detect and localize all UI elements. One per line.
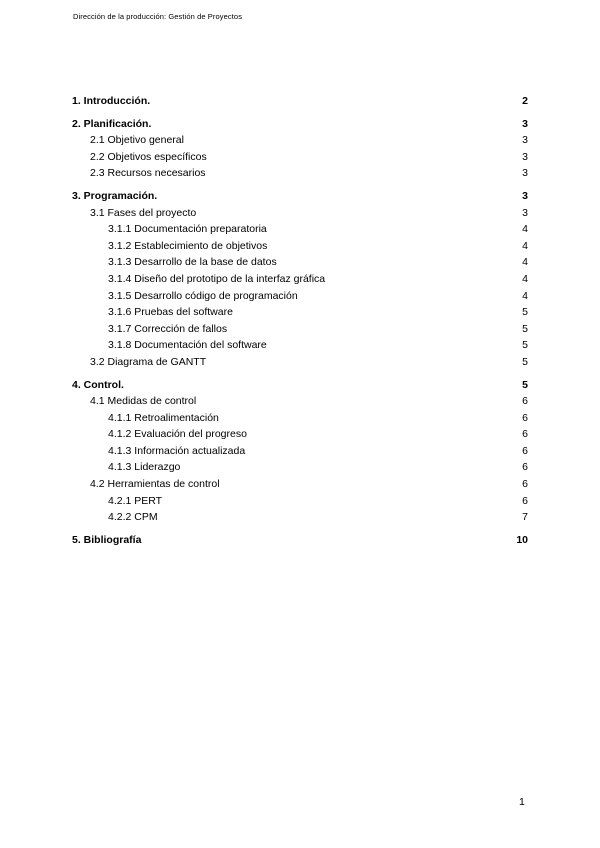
toc-entry-page: 6 bbox=[522, 478, 528, 491]
toc-entry-page: 5 bbox=[522, 306, 528, 319]
toc-entry[interactable] bbox=[72, 321, 528, 338]
toc-entry-page: 4 bbox=[522, 256, 528, 269]
page-number: 1 bbox=[519, 796, 525, 808]
toc-entry[interactable] bbox=[72, 377, 528, 394]
toc-entry-page: 10 bbox=[516, 533, 528, 546]
toc-entry-page: 3 bbox=[522, 117, 528, 130]
toc-entry-page: 5 bbox=[522, 355, 528, 368]
toc-entry-page: 5 bbox=[522, 378, 528, 391]
toc-entry-label: 3. Programación. bbox=[72, 189, 158, 202]
toc-entry-page: 4 bbox=[522, 223, 528, 236]
toc-entry-label: 2.2 Objetivos específicos bbox=[90, 150, 207, 163]
toc-entry[interactable] bbox=[72, 238, 528, 255]
toc-entry-label: 4.1.3 Información actualizada bbox=[108, 444, 246, 457]
toc-entry-label: 3.1.7 Corrección de fallos bbox=[108, 322, 228, 335]
toc-entry-label: 4.1 Medidas de control bbox=[90, 395, 197, 408]
toc-entry[interactable] bbox=[72, 426, 528, 443]
toc-entry-page: 2 bbox=[522, 95, 528, 107]
toc-entry[interactable] bbox=[72, 116, 528, 133]
toc-entry-label: 3.1 Fases del proyecto bbox=[90, 206, 197, 219]
toc-entry-page: 5 bbox=[522, 322, 528, 335]
toc-entry[interactable] bbox=[72, 271, 528, 288]
toc-entry-label: 2.1 Objetivo general bbox=[90, 134, 184, 147]
toc-entry[interactable] bbox=[72, 254, 528, 271]
toc-entry-page: 4 bbox=[522, 289, 528, 302]
toc-entry-label: 3.2 Diagrama de GANTT bbox=[90, 355, 207, 368]
toc-entry-label: 1. Introducción. bbox=[72, 95, 151, 107]
toc-entry-label: 5. Bibliografía bbox=[72, 533, 142, 546]
toc-entry[interactable] bbox=[72, 476, 528, 493]
toc-entry-label: 2. Planificación. bbox=[72, 117, 152, 130]
toc-entry-page: 3 bbox=[522, 150, 528, 163]
toc-entry[interactable] bbox=[72, 304, 528, 321]
toc-entry-label: 4.1.3 Liderazgo bbox=[108, 461, 181, 474]
toc-entry-label: 4.2.2 CPM bbox=[108, 511, 158, 524]
toc-entry[interactable] bbox=[72, 509, 528, 526]
toc-entry[interactable] bbox=[72, 493, 528, 510]
toc-entry-page: 6 bbox=[522, 428, 528, 441]
toc-entry[interactable] bbox=[72, 532, 528, 549]
toc-entry[interactable] bbox=[72, 149, 528, 166]
toc-entry[interactable] bbox=[72, 165, 528, 182]
running-header: Dirección de la producción: Gestión de Proyectos bbox=[73, 12, 243, 21]
table-of-contents bbox=[72, 93, 528, 548]
toc-entry[interactable] bbox=[72, 132, 528, 149]
toc-entry[interactable] bbox=[72, 337, 528, 354]
toc-entry-label: 4.2 Herramientas de control bbox=[90, 478, 220, 491]
toc-entry-label: 3.1.5 Desarrollo código de programación bbox=[108, 289, 298, 302]
toc-entry-page: 3 bbox=[522, 189, 528, 202]
toc-entry-label: 3.1.2 Establecimiento de objetivos bbox=[108, 239, 268, 252]
toc-entry[interactable] bbox=[72, 205, 528, 222]
toc-entry[interactable] bbox=[72, 221, 528, 238]
toc-entry-page: 6 bbox=[522, 494, 528, 507]
toc-entry-label: 4.2.1 PERT bbox=[108, 494, 163, 507]
toc-entry[interactable] bbox=[72, 410, 528, 427]
toc-entry-page: 6 bbox=[522, 411, 528, 424]
toc-entry[interactable] bbox=[72, 288, 528, 305]
toc-entry-page: 4 bbox=[522, 272, 528, 285]
toc-entry[interactable] bbox=[72, 354, 528, 371]
toc-entry-label: 2.3 Recursos necesarios bbox=[90, 167, 206, 180]
toc-entry-label: 3.1.4 Diseño del prototipo de la interfaz gráfica bbox=[108, 272, 326, 285]
toc-entry-label: 3.1.6 Pruebas del software bbox=[108, 306, 233, 319]
toc-entry-page: 3 bbox=[522, 206, 528, 219]
toc-entry-page: 3 bbox=[522, 167, 528, 180]
toc-entry[interactable] bbox=[72, 188, 528, 205]
toc-entry-page: 6 bbox=[522, 444, 528, 457]
toc-entry-label: 3.1.3 Desarrollo de la base de datos bbox=[108, 256, 277, 269]
toc-entry[interactable] bbox=[72, 443, 528, 460]
toc-entry-label: 4. Control. bbox=[72, 378, 124, 391]
toc-entry-page: 6 bbox=[522, 461, 528, 474]
toc-entry-label: 3.1.1 Documentación preparatoria bbox=[108, 223, 267, 236]
toc-entry-label: 4.1.1 Retroalimentación bbox=[108, 411, 219, 424]
toc-entry-page: 3 bbox=[522, 134, 528, 147]
toc-entry-label: 3.1.8 Documentación del software bbox=[108, 339, 267, 352]
toc-entry[interactable] bbox=[72, 393, 528, 410]
toc-entry-page: 6 bbox=[522, 395, 528, 408]
toc-entry-page: 4 bbox=[522, 239, 528, 252]
toc-entry[interactable] bbox=[72, 459, 528, 476]
toc-entry-label: 4.1.2 Evaluación del progreso bbox=[108, 428, 247, 441]
toc-entry-page: 5 bbox=[522, 339, 528, 352]
toc-entry[interactable] bbox=[72, 93, 528, 110]
toc-entry-page: 7 bbox=[522, 511, 528, 524]
